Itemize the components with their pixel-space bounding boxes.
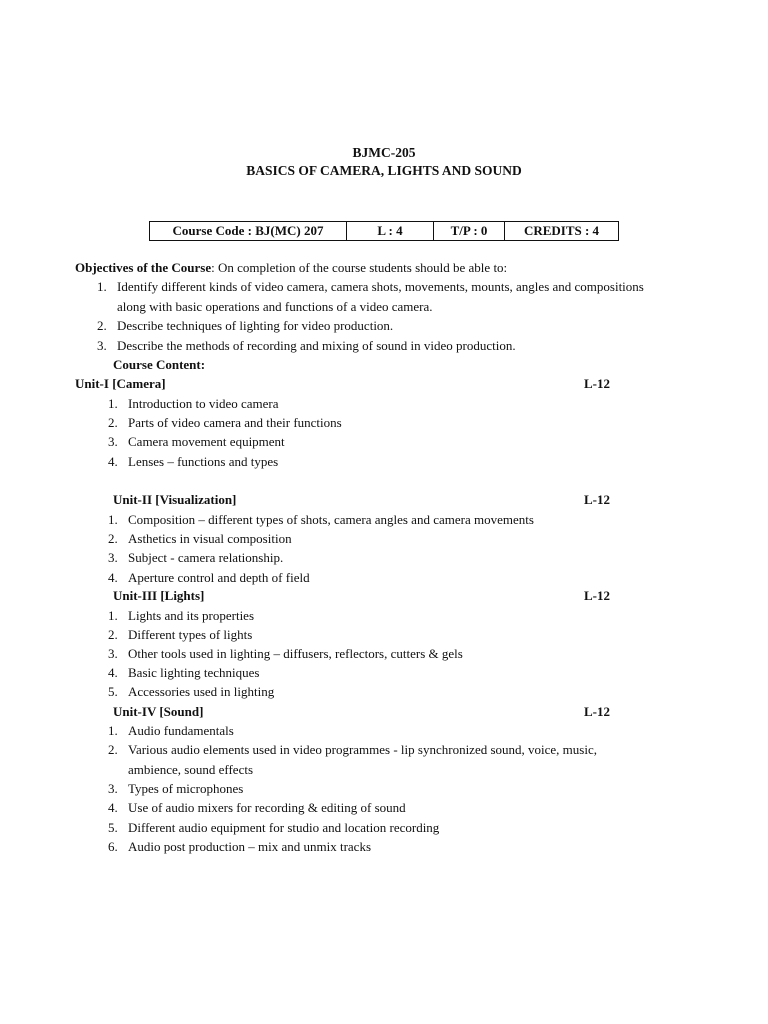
unit-hours: L-12 [584, 376, 610, 391]
objective-text: Identify different kinds of video camera, camera shots, movements, mounts, angles and compositions [117, 279, 644, 294]
unit-item-text: Composition – different types of shots, camera angles and camera movements [128, 512, 534, 527]
unit-title: Unit-IV [Sound] [113, 704, 204, 719]
unit-title: Unit-II [Visualization] [113, 492, 237, 507]
unit-item-text: Subject - camera relationship. [128, 550, 284, 565]
course-number: BJMC-205 [352, 145, 416, 160]
objective-text: Describe the methods of recording and mixing of sound in video production. [117, 338, 516, 353]
objective-number: 2. [97, 318, 107, 333]
objectives-label: Objectives of the Course [75, 260, 212, 275]
unit-item-number: 3. [108, 646, 118, 661]
unit-item-text: Types of microphones [128, 781, 244, 796]
unit-item-number: 1. [108, 512, 118, 527]
unit-title: Unit-I [Camera] [75, 376, 166, 391]
course-content-heading: Course Content: [113, 357, 206, 372]
unit-item-number: 2. [108, 742, 118, 757]
unit-item-text: Camera movement equipment [128, 434, 285, 449]
unit-item-text-continued: ambience, sound effects [128, 762, 254, 777]
unit-item-text: Audio fundamentals [128, 723, 234, 738]
unit-item-number: 1. [108, 723, 118, 738]
unit-item-text: Other tools used in lighting – diffusers, reflectors, cutters & gels [128, 646, 463, 661]
unit-item-text: Lights and its properties [128, 608, 255, 623]
objective-text: Describe techniques of lighting for video production. [117, 318, 394, 333]
unit-item-number: 2. [108, 531, 118, 546]
unit-item-number: 4. [108, 570, 118, 585]
unit-item-text: Accessories used in lighting [128, 684, 275, 699]
unit-title: Unit-III [Lights] [113, 588, 205, 603]
course-title: BASICS OF CAMERA, LIGHTS AND SOUND [246, 163, 522, 178]
unit-item-number: 1. [108, 396, 118, 411]
objectives-intro-text: : On completion of the course students should be able to: [211, 260, 508, 275]
unit-item-number: 4. [108, 800, 118, 815]
unit-item-number: 3. [108, 550, 118, 565]
objective-text-continued: along with basic operations and functions of a video camera. [117, 299, 433, 314]
unit-item-number: 4. [108, 454, 118, 469]
unit-item-number: 5. [108, 684, 118, 699]
unit-item-text: Audio post production – mix and unmix tracks [128, 839, 372, 854]
course-code-cell: Course Code : BJ(MC) 207 [150, 222, 347, 241]
unit-item-text: Use of audio mixers for recording & editing of sound [128, 800, 406, 815]
unit-item-text: Various audio elements used in video programmes - lip synchronized sound, voice, music, [128, 742, 597, 757]
unit-item-text: Asthetics in visual composition [128, 531, 292, 546]
unit-item-text: Aperture control and depth of field [128, 570, 310, 585]
course-info-table [149, 221, 619, 241]
objective-number: 3. [97, 338, 107, 353]
unit-item-number: 2. [108, 415, 118, 430]
unit-hours: L-12 [584, 588, 610, 603]
unit-item-text: Different audio equipment for studio and location recording [128, 820, 440, 835]
unit-hours: L-12 [584, 492, 610, 507]
credits-cell: CREDITS : 4 [505, 222, 619, 241]
unit-item-text: Introduction to video camera [128, 396, 279, 411]
unit-item-number: 6. [108, 839, 118, 854]
unit-item-text: Lenses – functions and types [128, 454, 279, 469]
unit-item-number: 4. [108, 665, 118, 680]
objective-number: 1. [97, 279, 107, 294]
objectives-intro [75, 260, 507, 276]
unit-item-number: 5. [108, 820, 118, 835]
lecture-hours-cell: L : 4 [347, 222, 434, 241]
unit-item-number: 3. [108, 434, 118, 449]
unit-item-number: 3. [108, 781, 118, 796]
unit-hours: L-12 [584, 704, 610, 719]
unit-item-number: 1. [108, 608, 118, 623]
tp-cell: T/P : 0 [434, 222, 505, 241]
unit-item-text: Basic lighting techniques [128, 665, 260, 680]
unit-item-text: Parts of video camera and their functions [128, 415, 342, 430]
unit-item-number: 2. [108, 627, 118, 642]
unit-item-text: Different types of lights [128, 627, 253, 642]
